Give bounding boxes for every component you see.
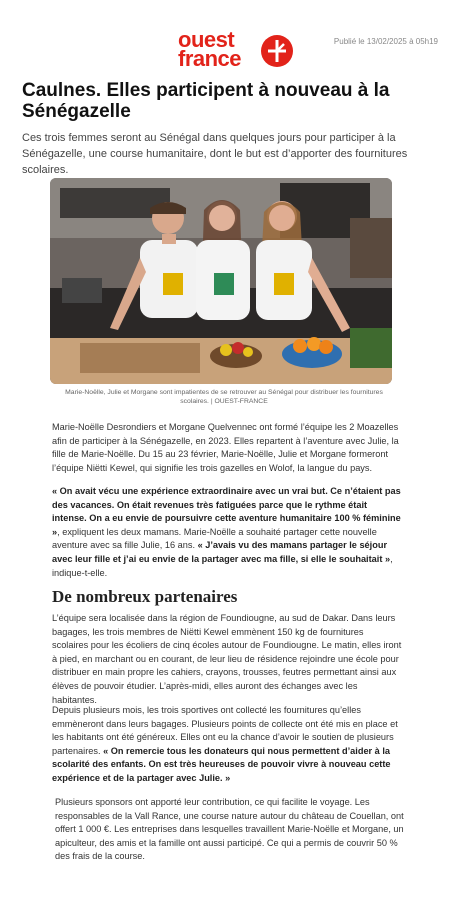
paragraph-quotes [52, 485, 402, 580]
paragraph-quotes-text-1: , expliquent les deux mamans. Marie-Noëlle a souhaité partager cette nouvelle aventure avec sa fille Julie, 16 ans. [52, 526, 377, 551]
paragraph-sponsors: Plusieurs sponsors ont apporté leur contribution, ce qui facilite le voyage. Les responsables de la Vall Rance, une course nature autour du château de Couellan, ont offert 1 000 €. Les entreprises dans lesquelles travaillent Marie-Noëlle et Morgane, un apiculteur, des amis et la famille ont aussi participé. Ce qui a permis de couvrir 50 % des frais de la course. [55, 797, 404, 862]
article-lead: Ces trois femmes seront au Sénégal dans quelques jours pour participer à la Sénégazelle, une course humanitaire, dont le but est d’apporter des fournitures scolaires. [22, 132, 408, 176]
site-header [0, 0, 472, 80]
article-title: Caulnes. Elles participent à nouveau à la Sénégazelle [22, 80, 390, 122]
photo-illustration [50, 178, 392, 384]
quote-three: « On remercie tous les donateurs qui nous permettent d’aider à la scolarité des enfants. On est très heureuses de pouvoir vivre à nouveau cette expérience et de la partager avec Julie. » [52, 745, 391, 783]
logo-line1: ouest [178, 27, 235, 52]
paragraph-quotes-text-2: , indique-t-elle. [52, 553, 393, 578]
paragraph-location: L’équipe sera localisée dans la région de Foundiougne, au sud de Dakar. Dans leurs bagages, les trois membres de Niëtti Kewel emmènent 150 kg de fournitures scolaires pour les écoliers de cinq écoles autour de Foundiougne. Le matin, elles iront à pied, en marchant ou en courant, de leur lieu de résidence rejoindre une école pour distribuer en main propre les cahiers, crayons, trousses, feutres permettant ainsi aux élèves de pouvoir étudier. L’après-midi, elles auront des échanges avec les habitantes. [52, 613, 402, 705]
photo-credit: | OUEST-FRANCE [210, 398, 268, 405]
paragraph-collection [52, 704, 402, 786]
publish-date: Publié le 13/02/2025 à 05h19 [333, 37, 438, 46]
ouest-france-logo[interactable] [178, 27, 298, 74]
logo-line2: france [178, 46, 242, 71]
photo-caption [54, 388, 394, 406]
paragraph-intro: Marie-Noëlle Desrondiers et Morgane Quelvennec ont formé l’équipe les 2 Moazelles afin de participer à la Sénégazelle, en 2023. Elles repartent à l’aventure avec Julie, la fille de Marie-Noëlle. Du 15 au 23 février, Marie-Noëlle, Julie et Morgane formeront l’équipe Niëtti Kewel, qui signifie les trois gazelles en Wolof, la langue du pays. [52, 422, 399, 473]
quote-one: « On avait vécu une expérience extraordinaire avec un vrai but. Ce n’étaient pas des vacances. On était revenues très fatiguées parce que le rythme était intense. On a eu envie de poursuivre cette aventure humanitaire 100 % féminine » [52, 486, 401, 537]
article-photo[interactable] [50, 178, 392, 384]
logo-wordmark [178, 27, 242, 71]
logo-emblem-icon [260, 34, 294, 68]
section-title: De nombreux partenaires [52, 587, 238, 606]
paragraph-collection-text: Depuis plusieurs mois, les trois sportives ont collecté les fournitures qu’elles emmèneront dans leurs bagages. Plusieurs points de collecte ont été mis en place et les habitants ont été généreux. Elles ont eu la chance d’avoir le soutien de plusieurs partenaires. [52, 705, 398, 756]
caption-text: Marie-Noëlle, Julie et Morgane sont impatientes de se retrouver au Sénégal pour distribuer les fournitures scolaires. [65, 389, 383, 405]
quote-two: « J’avais vu des mamans partager le séjour avec leur fille et j’ai eu envie de la partager avec ma fille, si elle le souhaitait » [52, 540, 391, 564]
